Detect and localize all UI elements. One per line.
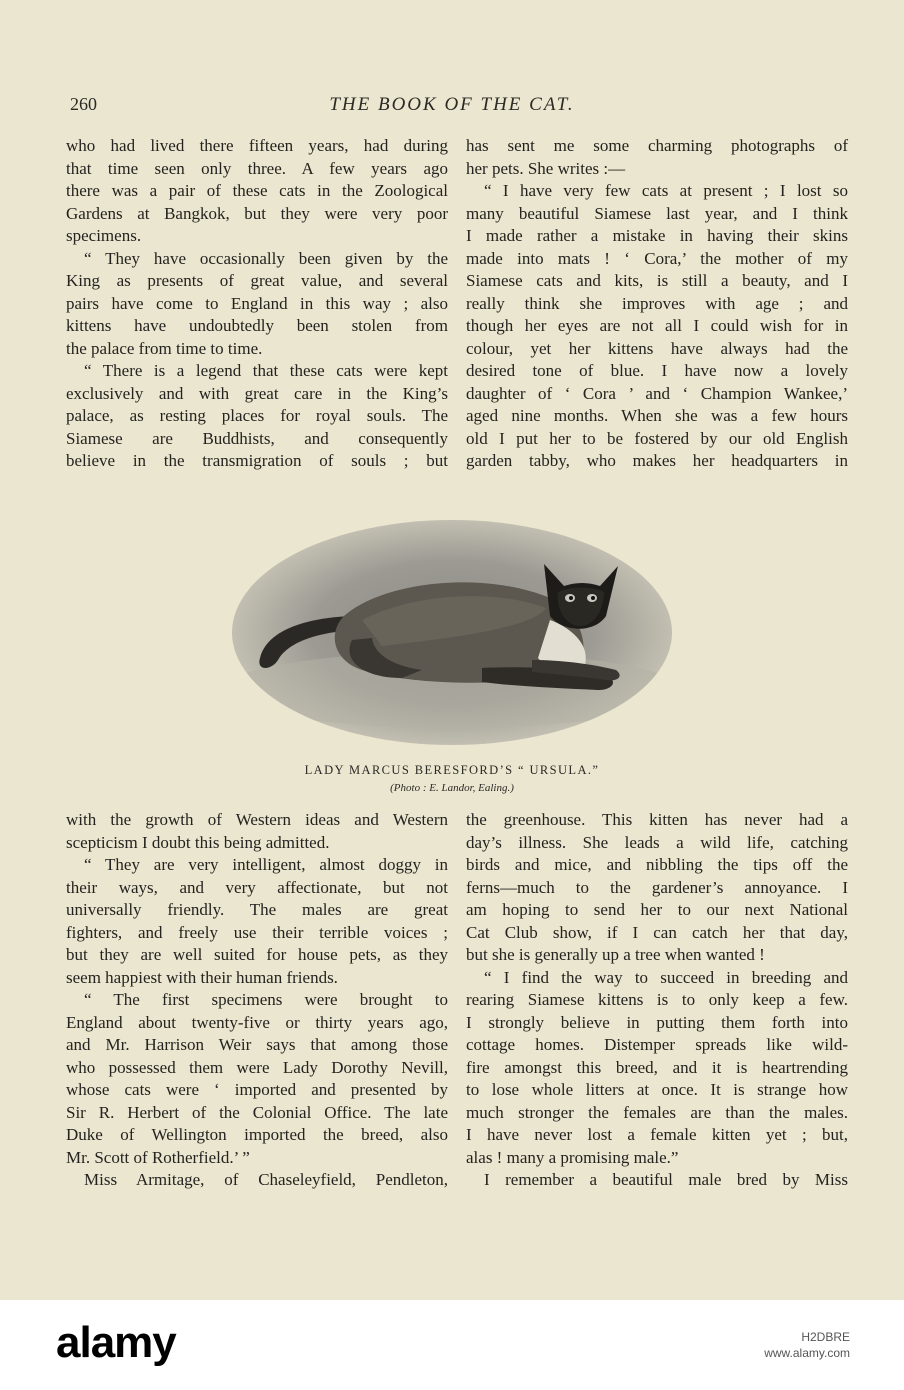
text-column-top-right bbox=[466, 135, 848, 473]
text-line: I have never lost a female kitten yet ; but, bbox=[466, 1125, 848, 1144]
text-line: and Mr. Harrison Weir says that among those bbox=[66, 1035, 448, 1054]
text-line: with the growth of Western ideas and Western bbox=[66, 810, 448, 829]
text-line: Siamese are Buddhists, and consequently bbox=[66, 428, 448, 448]
text-column-bottom-left bbox=[66, 809, 448, 1192]
text-line: “ I have very few cats at present ; I lost so bbox=[484, 181, 848, 200]
text-line: the palace from time to time. bbox=[66, 338, 263, 358]
text-line: birds and mice, and nibbling the tips off the bbox=[466, 855, 848, 874]
text-line: exclusively and with great care in the King’s bbox=[66, 383, 448, 403]
alamy-logo: alamy bbox=[56, 1318, 176, 1367]
text-line: Siamese cats and kits, is still a beauty, and I bbox=[466, 271, 848, 290]
text-line: that time seen only three. A few years ago bbox=[66, 158, 448, 178]
stock-image-code: H2DBRE bbox=[801, 1330, 850, 1344]
text-line: Miss Armitage, of Chaseleyfield, Pendleton, bbox=[84, 1170, 448, 1189]
text-line: much stronger the females are than the males. bbox=[466, 1102, 848, 1122]
siamese-cat-illustration bbox=[232, 520, 672, 745]
text-line: fire amongst this breed, and it is heartrending bbox=[466, 1057, 848, 1077]
text-line: specimens. bbox=[66, 226, 142, 245]
text-line: many beautiful Siamese last year, and I think bbox=[466, 203, 848, 223]
text-line: palace, as resting places for royal souls. The bbox=[66, 406, 448, 425]
text-column-top-left bbox=[66, 135, 448, 473]
text-line: her pets. She writes :— bbox=[466, 158, 626, 178]
text-line: I remember a beautiful male bred by Miss bbox=[484, 1170, 848, 1189]
photo-credit: (Photo : E. Landor, Ealing.) bbox=[390, 782, 514, 794]
text-line: who possessed them were Lady Dorothy Nevill, bbox=[66, 1057, 448, 1077]
text-line: colour, yet her kittens have always had the bbox=[466, 338, 848, 358]
text-line: “ There is a legend that these cats were kept bbox=[84, 361, 448, 380]
text-line: the greenhouse. This kitten has never had a bbox=[466, 810, 848, 829]
text-line: “ They are very intelligent, almost doggy in bbox=[84, 855, 448, 874]
text-line: England about twenty-five or thirty years ago, bbox=[66, 1012, 448, 1032]
text-line: made into mats ! ‘ Cora,’ the mother of my bbox=[466, 248, 848, 268]
text-line: rearing Siamese kittens is to only keep a few. bbox=[466, 990, 848, 1009]
text-line: old I put her to be fostered by our old English bbox=[466, 428, 848, 448]
text-line: to lose whole litters at once. It is strange how bbox=[466, 1080, 848, 1099]
stock-site-url: www.alamy.com bbox=[764, 1346, 850, 1360]
text-line: scepticism I doubt this being admitted. bbox=[66, 832, 330, 852]
text-line: cottage homes. Distemper spreads like wild- bbox=[466, 1035, 848, 1054]
text-line: though her eyes are not all I could wish for in bbox=[466, 316, 848, 335]
figure-caption: LADY MARCUS BERESFORD’S “ URSULA.” bbox=[304, 763, 600, 777]
text-line: alas ! many a promising male.” bbox=[466, 1147, 679, 1167]
text-line: but she is generally up a tree when wanted ! bbox=[466, 945, 765, 964]
text-line: Cat Club show, if I can catch her that day, bbox=[466, 922, 848, 942]
text-line: I strongly believe in putting them forth into bbox=[466, 1012, 848, 1032]
text-line: day’s illness. She leads a wild life, catching bbox=[466, 832, 848, 852]
text-line: Sir R. Herbert of the Colonial Office. The late bbox=[66, 1102, 448, 1122]
text-line: has sent me some charming photographs of bbox=[466, 136, 848, 155]
text-line: King as presents of great value, and several bbox=[66, 271, 448, 290]
text-line: aged nine months. When she was a few hours bbox=[466, 406, 848, 425]
text-line: ferns—much to the gardener’s annoyance. I bbox=[466, 877, 848, 897]
text-line: garden tabby, who makes her headquarters in bbox=[466, 451, 848, 470]
text-line: pairs have come to England in this way ; also bbox=[66, 293, 448, 313]
text-line: “ I find the way to succeed in breeding and bbox=[484, 967, 848, 987]
text-line: fighters, and freely use their terrible voices ; bbox=[66, 922, 448, 942]
text-line: kittens have undoubtedly been stolen from bbox=[66, 316, 448, 335]
text-line: “ The first specimens were brought to bbox=[84, 990, 448, 1009]
text-line: desired tone of blue. I have now a lovely bbox=[466, 361, 848, 380]
text-line: daughter of ‘ Cora ’ and ‘ Champion Wankee,’ bbox=[466, 383, 848, 403]
text-line: Duke of Wellington imported the breed, also bbox=[66, 1125, 448, 1144]
cat-photograph bbox=[232, 520, 672, 745]
text-line: believe in the transmigration of souls ; but bbox=[66, 451, 448, 470]
text-line: there was a pair of these cats in the Zoological bbox=[66, 181, 448, 200]
text-line: Mr. Scott of Rotherfield.’ ” bbox=[66, 1147, 250, 1167]
text-column-bottom-right bbox=[466, 809, 848, 1192]
page-number: 260 bbox=[70, 94, 97, 114]
text-line: “ They have occasionally been given by the bbox=[84, 248, 448, 268]
text-line: but they are well suited for house pets, as they bbox=[66, 945, 448, 964]
text-line: universally friendly. The males are great bbox=[66, 900, 448, 919]
text-line: Gardens at Bangkok, but they were very poor bbox=[66, 203, 448, 223]
running-title: THE BOOK OF THE CAT. bbox=[329, 94, 575, 115]
text-line: who had lived there fifteen years, had during bbox=[66, 136, 448, 155]
text-line: seem happiest with their human friends. bbox=[66, 967, 338, 987]
text-line: their ways, and very affectionate, but not bbox=[66, 877, 448, 897]
text-line: I made rather a mistake in having their skins bbox=[466, 226, 848, 245]
text-line: really think she improves with age ; and bbox=[466, 293, 848, 313]
text-line: whose cats were ‘ imported and presented by bbox=[66, 1080, 448, 1099]
text-line: am hoping to send her to our next National bbox=[466, 900, 848, 919]
